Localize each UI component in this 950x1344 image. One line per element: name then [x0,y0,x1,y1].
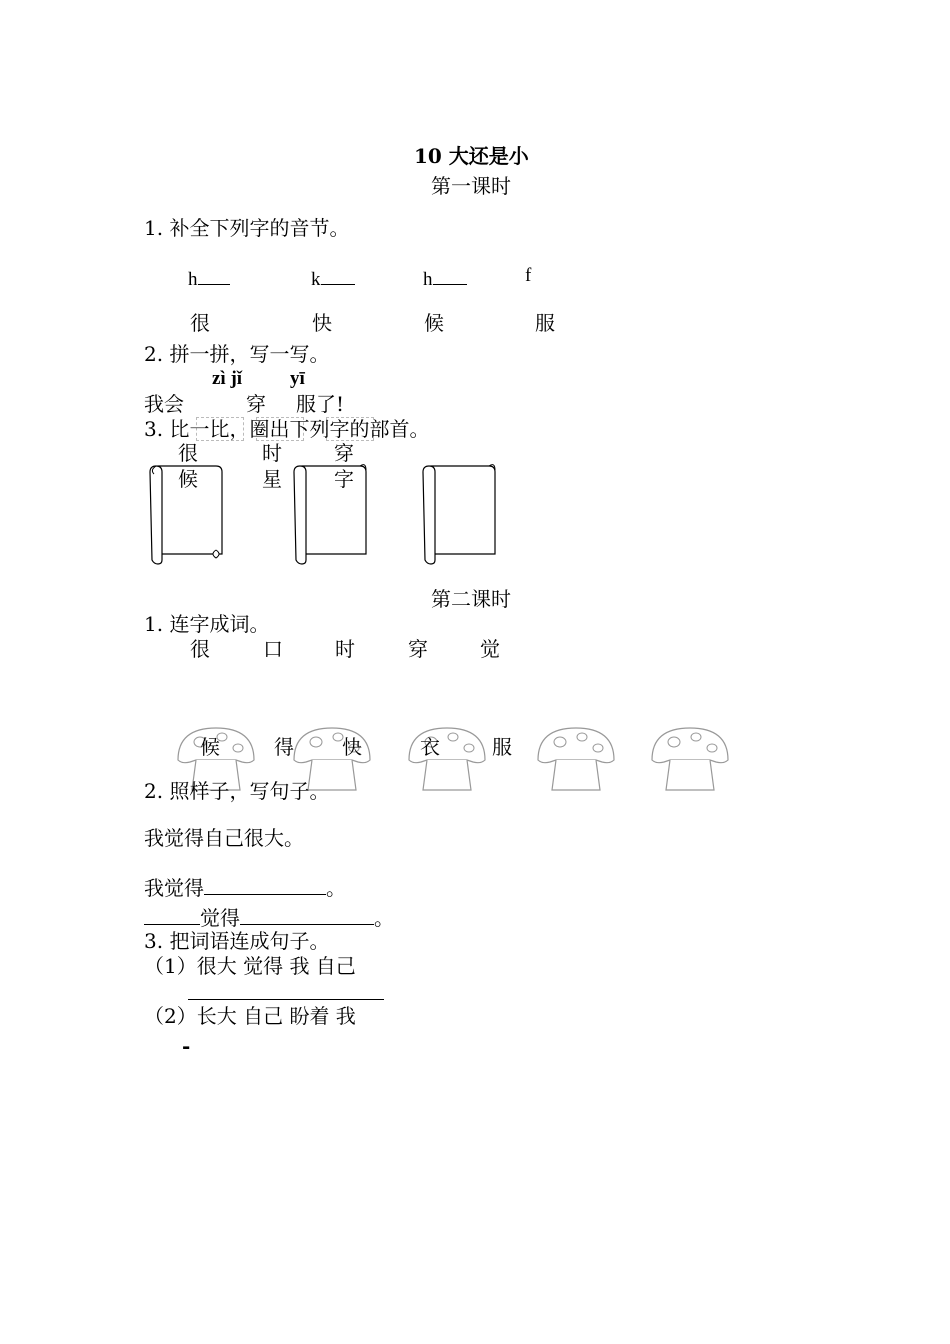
sentence-line-2 [144,906,394,928]
scroll-icon [419,462,499,566]
word-group-2: （2）长大 自己 盼着 我 [144,1004,356,1028]
syllable-blank-3[interactable] [423,266,467,289]
q1-label: 1. 连字成词。 [144,612,270,636]
sentence-part-1: 我会 [144,392,184,416]
char-fu: 服 [535,311,555,335]
sentence-line-1 [144,876,346,898]
mushroom-icon [648,726,732,794]
q3-label: 3. 比一比，圈出下列字的部首。 [144,417,430,441]
q2-label: 2. 照样子，写句子。 [144,779,330,803]
lesson1-heading: 第一课时 [431,174,511,198]
syllable-blank-2[interactable] [311,266,355,289]
q1-label: 1. 补全下列字的音节。 [144,216,350,240]
syllable-initial: f [525,265,532,286]
radical-char[interactable]: 字 [334,467,354,491]
answer-blank[interactable] [240,906,374,925]
sentence-middle: 觉得 [200,906,240,930]
sentence-part-2: 穿 [246,392,266,416]
bottom-char[interactable]: 得 [274,735,294,759]
q3-label: 3. 把词语连成句子。 [144,929,330,953]
top-char[interactable]: 口 [263,637,283,661]
sentence-part-3: 服了! [296,392,345,416]
word-group-1: （1）很大 觉得 我 自己 [144,954,356,978]
answer-blank[interactable] [204,876,326,895]
char-hen: 很 [190,311,210,335]
answer-blank[interactable] [321,266,355,285]
top-char[interactable]: 时 [335,637,355,661]
radical-char[interactable]: 很 [178,441,198,465]
bottom-char[interactable]: 快 [342,735,362,759]
lesson2-heading: 第二课时 [431,587,511,611]
top-char[interactable]: 很 [190,637,210,661]
period: 。 [326,876,346,900]
top-char[interactable]: 穿 [408,637,428,661]
syllable-initial: h [423,269,433,290]
char-hou: 候 [424,311,444,335]
answer-blank[interactable] [198,266,230,285]
answer-blank[interactable] [433,266,467,285]
answer-blank[interactable] [144,906,200,925]
scroll-icon [290,462,370,566]
sentence-prefix: 我觉得 [144,876,204,900]
syllable-initial: h [188,269,198,290]
pinyin-yi: yī [290,368,305,389]
mushroom-icon [405,726,489,794]
period: 。 [374,906,394,930]
bottom-char[interactable]: 衣 [420,735,440,759]
syllable-blank-4[interactable] [525,266,531,285]
dash-mark: - [182,1034,191,1058]
bottom-char[interactable]: 候 [200,735,220,759]
syllable-initial: k [311,269,321,290]
syllable-blank-1[interactable] [188,266,230,289]
top-char[interactable]: 觉 [480,637,500,661]
bottom-char[interactable]: 服 [492,735,512,759]
radical-char[interactable]: 时 [262,441,282,465]
char-kuai: 快 [312,311,332,335]
mushroom-icon [534,726,618,794]
radical-char[interactable]: 星 [262,467,282,491]
pinyin-ziji: zì jǐ [212,368,243,389]
q2-label: 2. 拼一拼，写一写。 [144,342,330,366]
radical-char[interactable]: 候 [178,467,198,491]
answer-line[interactable] [188,999,384,1000]
page-title: 10 大还是小 [414,144,529,168]
example-sentence: 我觉得自己很大。 [144,826,304,850]
radical-char[interactable]: 穿 [334,441,354,465]
